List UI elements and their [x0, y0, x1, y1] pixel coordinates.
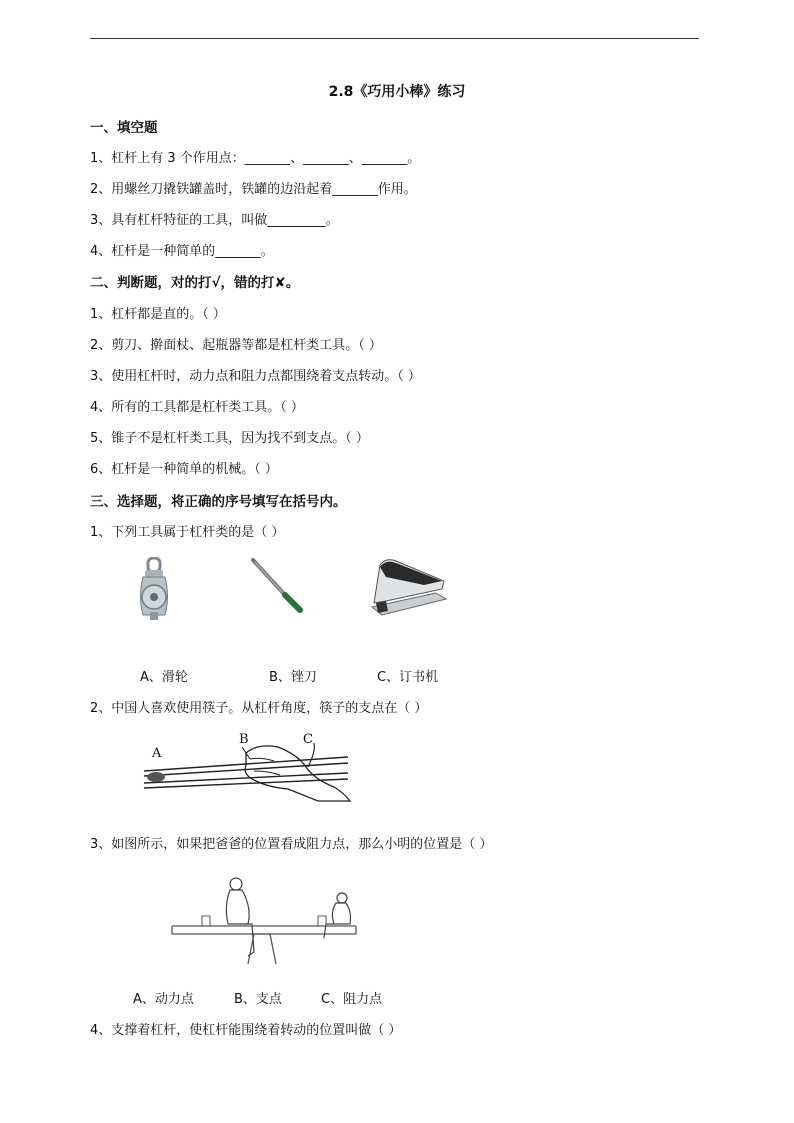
section-heading-true-false: 二、判断题，对的打√，错的打✘。: [90, 275, 300, 291]
question-text: 2、剪刀、擀面杖、起瓶器等都是杠杆类工具。（ ）: [90, 338, 382, 353]
question-text: 1、杠杆上有 3 个作用点：_______、_______、_______。: [90, 151, 421, 166]
page-title: 2.8《巧用小棒》练习: [328, 84, 466, 100]
pulley-image: [130, 557, 180, 623]
section-heading-multiple-choice: 三、选择题，将正确的序号填写在括号内。: [90, 494, 347, 510]
option-b: B、支点: [234, 992, 282, 1007]
question-text: 3、如图所示，如果把爸爸的位置看成阻力点，那么小明的位置是（ ）: [90, 837, 493, 852]
chopsticks-hand-image: [138, 727, 356, 809]
question-text: 1、杠杆都是直的。（ ）: [90, 307, 226, 322]
header-rule: [90, 38, 699, 39]
section-heading-fill-blank: 一、填空题: [90, 120, 158, 136]
option-a: A、滑轮: [140, 670, 188, 685]
question-text: 2、用螺丝刀撬铁罐盖时，铁罐的边沿起着_______作用。: [90, 182, 417, 197]
option-b: B、锉刀: [269, 670, 317, 685]
question-text: 4、杠杆是一种简单的_______。: [90, 244, 274, 259]
option-a: A、动力点: [133, 992, 194, 1007]
chopsticks-label-a: A: [152, 746, 162, 761]
question-text: 5、锥子不是杠杆类工具，因为找不到支点。（ ）: [90, 431, 369, 446]
chopsticks-label-b: B: [239, 732, 249, 747]
question-text: 3、具有杠杆特征的工具，叫做_________。: [90, 213, 339, 228]
question-text: 1、下列工具属于杠杆类的是（ ）: [90, 525, 285, 540]
question-text: 2、中国人喜欢使用筷子。从杠杆角度，筷子的支点在（ ）: [90, 701, 428, 716]
question-text: 4、支撑着杠杆，使杠杆能围绕着转动的位置叫做（ ）: [90, 1023, 402, 1038]
question-text: 4、所有的工具都是杠杆类工具。（ ）: [90, 400, 304, 415]
option-c: C、订书机: [377, 670, 439, 685]
stapler-image: [366, 555, 450, 617]
question-text: 3、使用杠杆时，动力点和阻力点都围绕着支点转动。（ ）: [90, 369, 421, 384]
question-text: 6、杠杆是一种简单的机械。（ ）: [90, 462, 278, 477]
seesaw-image: [166, 872, 362, 968]
file-tool-image: [248, 557, 306, 613]
option-c: C、阻力点: [321, 992, 383, 1007]
chopsticks-label-c: C: [303, 732, 313, 747]
